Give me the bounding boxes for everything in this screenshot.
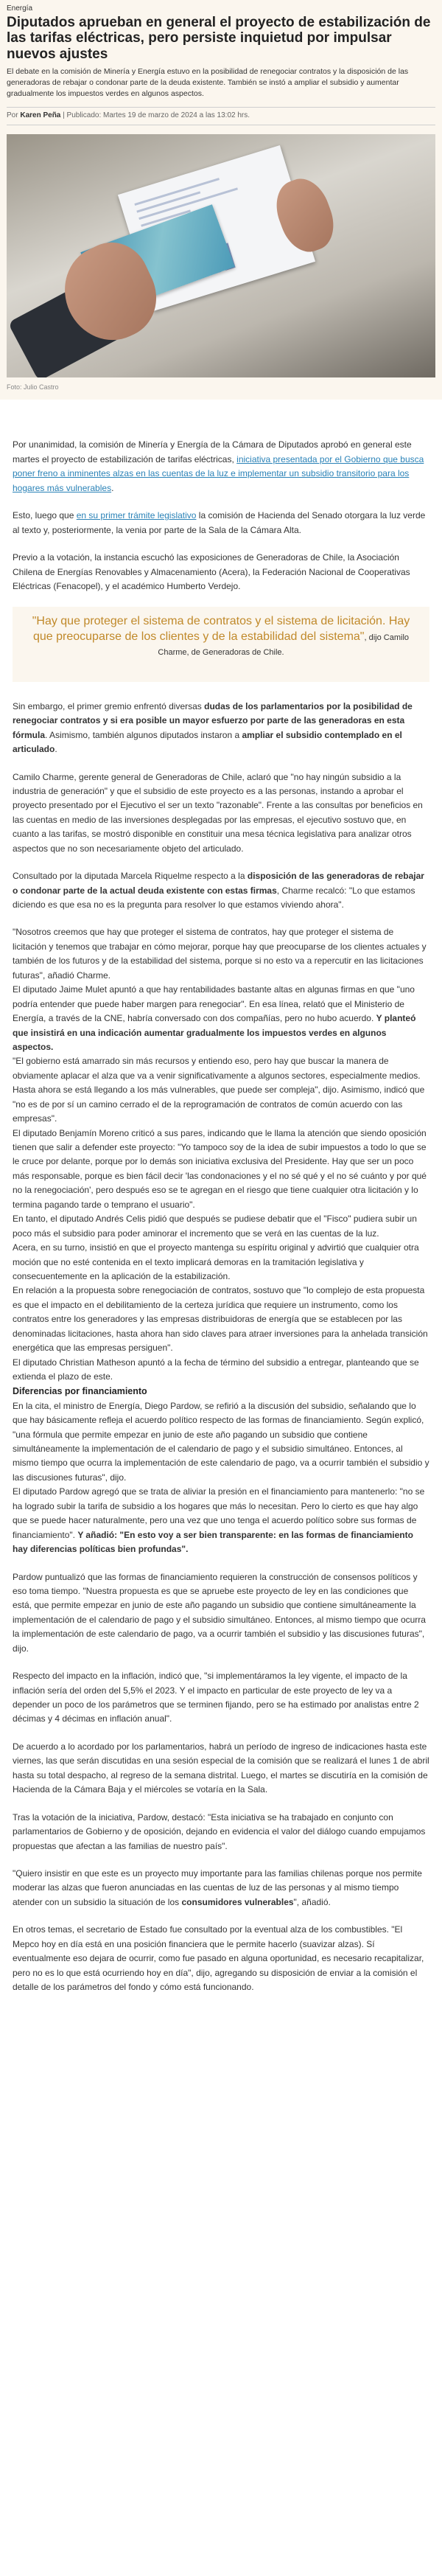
- paragraph-14: [13, 1867, 429, 1910]
- text-span: Sin embargo, el primer gremio enfrentó diversas: [13, 700, 205, 711]
- paragraph-8d: Acera, en su turno, insistió en que el proyecto mantenga su espíritu original y advirtió que cualquier otra moción que no esté contenida en el texto implicará demoras en la tramitación legislativa y consecuentemente en la aplicación de la estabilización.: [13, 1242, 419, 1281]
- bold-span: Y planteó que insistirá en una indicación aumentar gradualmente los impuestos verdes en algunos aspectos.: [13, 1013, 416, 1052]
- text-span: .: [111, 482, 114, 493]
- text-span: Por unanimidad, la comisión de Minería y Energía de la Cámara de Diputados aprobó en general este martes el proyecto de estabilización de tarifas eléctricas,: [13, 439, 412, 464]
- bold-span: Y añadió: "En esto voy a ser bien transparente: en las formas de financiamiento hay diferencias políticas bien profundas".: [13, 1529, 413, 1555]
- bold-span: disposición de las generadoras de rebajar o condonar parte de la actual deuda existente con estas firmas: [13, 871, 424, 896]
- text-span: ", añadió.: [293, 1896, 331, 1907]
- text-span: Consultado por la diputada Marcela Riquelme respecto a la: [13, 871, 248, 882]
- quote-body: "Hay que proteger el sistema de contratos y el sistema de licitación. Hay que preocuparse de los clientes y de la estabilidad del sistema": [32, 615, 410, 643]
- text-span: El diputado Pardow agregó que se trata de aliviar la presión en el financiamiento para mantenerlo: "no se ha logrado subir la tarifa de subsidio a los hogares que más lo necesitan. Pero lo cierto es que hay algo que se puede hacer naturalmente, pero una vez que uno tenga el acuerdo político sobre sus formas de financiamiento".: [13, 1486, 425, 1540]
- paragraph-12: De acuerdo a lo acordado por los parlamentarios, habrá un período de ingreso de indicaciones hasta este viernes, las que serán discutidas en una sesión especial de la comisión que se realizará el lunes 1 de abril hasta su total despacho, al regreso de la semana distrital. Luego, el martes se discutiría en la comisión de Hacienda de la Cámara Baja y el miércoles se votaría en la Sala.: [13, 1741, 429, 1795]
- paragraph-8b: El diputado Benjamín Moreno criticó a sus pares, indicando que le llama la atención que siendo oposición tienen que salir a defender este proyecto: "Yo tampoco soy de la idea de subir impuestos a todo lo que se le cruce por delante, porque por lo demás son iniciativa exclusiva del Presidente. Hay que ser un poco más responsable, porque es bien fácil decir 'las condonaciones y el no sé qué y el no sé cuánto y por qué no la renegociación', pero después eso se te agregan en el riesgo que tiene cualquier otra licitación y lo termina pagando tarde o temprano el usuario".: [13, 1127, 427, 1210]
- subheading-financing: Diferencias por financiamiento: [13, 1386, 147, 1397]
- quote-attribution: , dijo Camilo Charme, de Generadoras de Chile.: [158, 633, 410, 658]
- photo-credit: Foto: Julio Castro: [7, 383, 59, 391]
- paragraph-7a: "Nosotros creemos que hay que proteger el sistema de contratos, hay que proteger el sistema de licitación y tenemos que trabajar en cómo mejorar, porque hay que preocuparse de los clientes actuales y también de los futuros y de la estabilidad del sistema, porque si no esto va a repercutir en las licitaciones futuras", añadió Charme.: [13, 927, 427, 981]
- text-span: Esto, luego que: [13, 510, 77, 521]
- inline-link-first-step[interactable]: en su primer trámite legislativo: [76, 510, 197, 521]
- paragraph-9a: En la cita, el ministro de Energía, Diego Pardow, se refirió a la discusión del subsidio, señalando que lo que hay básicamente refleja el acuerdo político respecto de las formas de financiamiento. Según explicó, "una fórmula que permite empezar en junio de este año pagando un subsidio que contiene simultáneamente la implementación de el calendario de pago y el subsidio simultáneo. Entonces, al mismo tiempo que ocurra la implementación de este calendario de pago, va a ocurrir también el subsidio y las discusiones futuras", dijo.: [13, 1400, 429, 1483]
- paragraph-6: [13, 869, 429, 912]
- text-span: El diputado Jaime Mulet apuntó a que hay rentabilidades bastante altas en algunas firmas en que "uno podría entender que puede haber margen para renegociar". En esa línea, relató que el Ministerio de Energía, a través de la CNE, habría conversado con dos compañías, pero no hubo acuerdo.: [13, 984, 415, 1024]
- inline-link-initiative[interactable]: iniciativa presentada por el Gobierno que busca poner freno a inminentes alzas en las cuentas de la luz e implementar un subsidio transitorio para los hogares más vulnerables: [13, 453, 424, 493]
- paragraph-2: [13, 509, 429, 537]
- text-span: , Charme recalcó: "Lo que estamos diciendo es que esa no es la pregunta para resolver lo que estamos viviendo ahora".: [13, 885, 415, 911]
- bold-span: dudas de los parlamentarios por la posibilidad de renegociar contratos y si era posible un mayor esfuerzo por parte de las generadoras en esta fórmula: [13, 700, 413, 740]
- paragraph-1: [13, 438, 429, 495]
- article-header: [0, 0, 442, 400]
- paragraph-3: Previo a la votación, la instancia escuchó las exposiciones de Generadoras de Chile, la Asociación Chilena de Energías Renovables y Almacenamiento (Acera), la Federación Nacional de Cooperativas Eléctricas (Fenacopel), y el académico Humberto Verdejo.: [13, 552, 410, 591]
- pull-quote-text: [21, 614, 421, 659]
- byline: [7, 107, 435, 125]
- article-headline: Diputados aprueban en general el proyecto de estabilización de las tarifas eléctricas, pero persiste inquietud por impulsar nuevos ajustes: [7, 15, 431, 62]
- pull-quote: [13, 607, 429, 681]
- article-lede: El debate en la comisión de Minería y Energía estuvo en la posibilidad de renegociar contratos y la disposición de las generadoras de rebajar o condonar parte de la deuda existente. También se instó a ampliar el subsidio y aumentar gradualmente los impuestos verdes en algunos aspectos.: [7, 66, 409, 99]
- paragraph-8e: En relación a la propuesta sobre renegociación de contratos, sostuvo que "lo complejo de esta propuesta es que el impacto en el debilitamiento de la certeza jurídica que requiere un instrumento, como los contratos entre los generadores y las empresas distribuidoras de energía que se establecen por las denominadas licitaciones, hasta ahora han sido claves para atraer inversiones para la anhelada transición energética que las empresas persiguen".: [13, 1285, 428, 1354]
- paragraph-9b: [13, 1485, 429, 1556]
- text-span: . Asimismo, también algunos diputados instaron a: [45, 729, 242, 740]
- text-span: la comisión de Hacienda del Senado otorgara la luz verde al texto y, posteriormente, la venia por parte de la Sala de la Cámara Alta.: [13, 510, 426, 535]
- text-span: .: [55, 744, 57, 755]
- paragraph-8f: El diputado Christian Matheson apuntó a la fecha de término del subsidio a entregar, planteando que se extienda el plazo de este.: [13, 1357, 419, 1382]
- paragraph-8c: En tanto, el diputado Andrés Celis pidió que después se pudiese debatir que el "Fisco" pudiera subir un poco más el subsidio para poder aminorar el incremento que se verá en las cuentas de la luz.: [13, 1214, 417, 1239]
- paragraph-15: En otros temas, el secretario de Estado fue consultado por la eventual alza de los combustibles. "El Mepco hoy en día está en una posición financiera que le permite hacerlo (suavizar alzas). Sí eventualmente eso dejara de ocurrir, como fue pasado en alguna oportunidad, es necesario recapitalizar, pero no es lo que está ocurriendo hoy en día", dijo, agregando su disposición de enviar a la comisión el detalle de los parámetros del fondo y cómo está funcionando.: [13, 1924, 424, 1993]
- paragraph-5: Camilo Charme, gerente general de Generadoras de Chile, aclaró que "no hay ningún subsidio a la industria de generación" y que el subsidio de este proyecto es a las personas, instando a aprobar el proyecto presentado por el Ejecutivo el ser un texto "razonable". Frente a las consultas por beneficios en las cuentas en medio de las inversiones desplegadas por las empresas, el ejecutivo sostuvo que, en cuanto a las tarifas, se mostró disponible en constituir una mesa técnica legislativa para analizar otros aspectos que no son necesariamente objeto del articulado.: [13, 771, 423, 854]
- byline-author[interactable]: Karen Peña: [20, 111, 61, 120]
- paragraph-4: [13, 700, 429, 757]
- paragraph-10: Pardow puntualizó que las formas de financiamiento requieren la construcción de consensos políticos y eso toma tiempo. "Nuestra propuesta es que se apruebe este proyecto de ley en las condiciones que está, que permite empezar en junio de este año pagando un subsidio que contiene simultáneamente la implementación de el calendario de pago y el subsidio simultáneo. Entonces, al mismo tiempo que ocurra la implementación de este calendario de pago, va a ocurrir también el subsidio y las discusiones futuras", dijo.: [13, 1571, 426, 1654]
- paragraph-13: Tras la votación de la iniciativa, Pardow, destacó: "Esta iniciativa se ha trabajado en conjunto con parlamentarios de Gobierno y de oposición, dejando en evidencia el valor del diálogo cuando empujamos propuestas que afectan a las familias de nuestro país".: [13, 1811, 426, 1851]
- bold-span: consumidores vulnerables: [181, 1896, 294, 1907]
- paragraph-7b: [13, 983, 429, 1054]
- byline-prefix: Por: [7, 111, 18, 120]
- paragraph-8a: "El gobierno está amarrado sin más recursos y entiendo eso, pero hay que buscar la manera de obviamente aplacar el alza que va a venir significativamente a algunos sectores, especialmente medios. Hasta ahora se está llegando a los más vulnerables, que puede ser compleja", dijo. Asimismo, indicó que "no es de por sí un camino cerrado el de la reprogramación de contratos de común acuerdo con las empresas".: [13, 1056, 425, 1124]
- byline-published: | Publicado: Martes 19 de marzo de 2024 a las 13:02 hrs.: [63, 111, 250, 120]
- section-label[interactable]: Energía: [7, 4, 33, 13]
- paragraph-11: Respecto del impacto en la inflación, indicó que, "si implementáramos la ley vigente, el impacto de la inflación sería del orden del 5,5% el 2023. Y el impacto en particular de este proyecto de ley va a depender un poco de los parámetros que se terminen fijando, pero se ha estimado por analistas entre 2 décimas y 4 décimas en inflación anual".: [13, 1671, 419, 1724]
- bold-span: ampliar el subsidio contemplado en el articulado: [13, 729, 402, 755]
- article-body: [0, 400, 442, 2022]
- article-photo: [7, 134, 435, 377]
- text-span: "Quiero insistir en que este es un proyecto muy importante para las familias chilenas porque nos permite moderar las alzas que fueron anunciadas en las cuentas de luz de las personas y al mismo tiempo atender con un subsidio la situación de los: [13, 1867, 422, 1907]
